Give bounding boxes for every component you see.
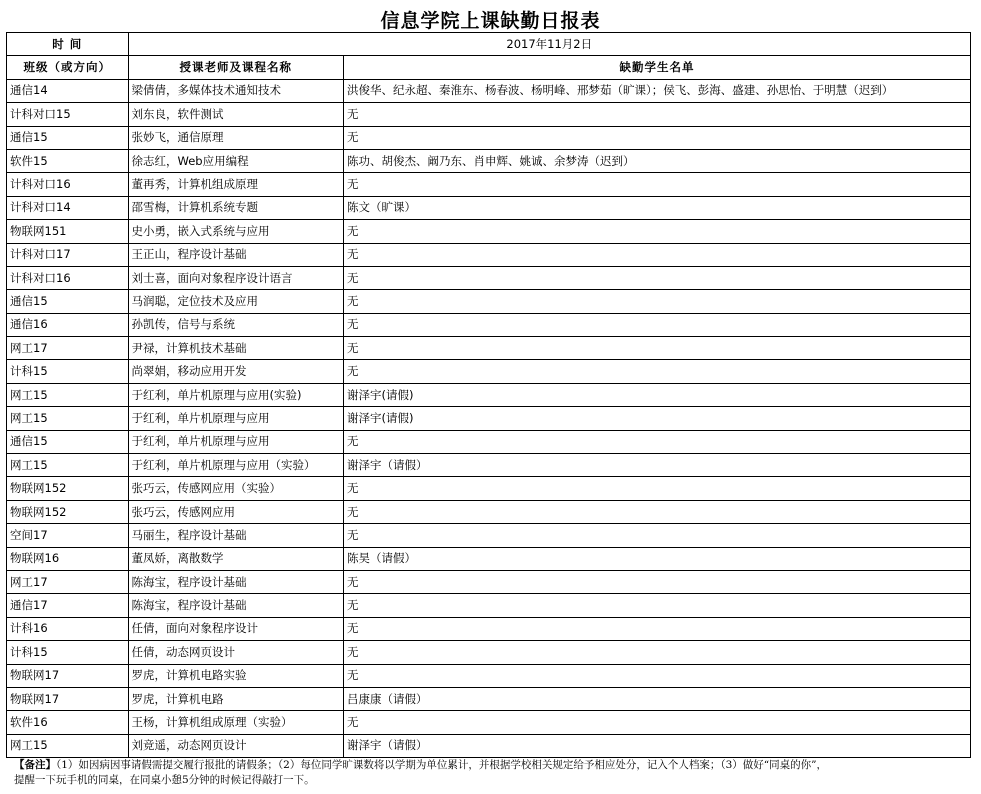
class-cell: 计科对口16 [7,173,129,196]
absent-students-cell: 无 [343,290,970,313]
absent-students-cell: 谢泽宇（请假） [343,454,970,477]
class-cell: 软件16 [7,711,129,734]
remarks-line-1: （1）如因病因事请假需提交履行报批的请假条；（2）每位同学旷课数将以学期为单位累计，并根据学校相关规定给予相应处分，记入个人档案；（3）做好“同桌的你”， [56,759,828,771]
class-cell: 计科对口17 [7,243,129,266]
teacher-course-cell: 陈海宝，程序设计基础 [128,570,343,593]
teacher-course-cell: 于红利，单片机原理与应用 [128,430,343,453]
teacher-course-cell: 张妙飞，通信原理 [128,126,343,149]
absent-students-cell: 陈昊（请假） [343,547,970,570]
report-date: 2017年11月2日 [128,33,970,56]
column-header-class: 班级（或方向） [7,56,129,79]
table-row [7,570,971,593]
class-cell: 软件15 [7,149,129,172]
teacher-course-cell: 尹禄，计算机技术基础 [128,337,343,360]
column-header-teacher-course: 授课老师及课程名称 [128,56,343,79]
teacher-course-cell: 刘东良，软件测试 [128,103,343,126]
absent-students-cell: 无 [343,617,970,640]
teacher-course-cell: 于红利，单片机原理与应用(实验) [128,383,343,406]
teacher-course-cell: 史小勇，嵌入式系统与应用 [128,220,343,243]
table-row [7,266,971,289]
table-row [7,687,971,710]
absent-students-cell: 无 [343,266,970,289]
class-cell: 通信17 [7,594,129,617]
table-row [7,173,971,196]
remarks [14,758,974,788]
absent-students-cell: 无 [343,337,970,360]
absent-students-cell: 无 [343,570,970,593]
teacher-course-cell: 罗虎，计算机电路实验 [128,664,343,687]
teacher-course-cell: 任倩，面向对象程序设计 [128,617,343,640]
teacher-course-cell: 马丽生，程序设计基础 [128,524,343,547]
column-header-row [7,56,971,79]
teacher-course-cell: 董凤娇，离散数学 [128,547,343,570]
teacher-course-cell: 孙凯传，信号与系统 [128,313,343,336]
teacher-course-cell: 董再秀，计算机组成原理 [128,173,343,196]
table-row [7,547,971,570]
class-cell: 物联网152 [7,477,129,500]
class-cell: 网工15 [7,734,129,757]
class-cell: 通信15 [7,430,129,453]
teacher-course-cell: 马润聪，定位技术及应用 [128,290,343,313]
attendance-table [6,32,971,758]
class-cell: 网工15 [7,454,129,477]
teacher-course-cell: 梁倩倩，多媒体技术通知技术 [128,79,343,102]
table-row [7,360,971,383]
table-row [7,243,971,266]
absent-students-cell: 无 [343,430,970,453]
absent-students-cell: 无 [343,500,970,523]
table-row [7,196,971,219]
table-row [7,617,971,640]
table-row [7,126,971,149]
table-row [7,290,971,313]
absent-students-cell: 陈功、胡俊杰、阚乃东、肖申辉、姚诚、余梦涛（迟到） [343,149,970,172]
absent-students-cell: 无 [343,360,970,383]
class-cell: 物联网17 [7,664,129,687]
class-cell: 通信15 [7,126,129,149]
absent-students-cell: 无 [343,594,970,617]
date-row [7,33,971,56]
teacher-course-cell: 罗虎，计算机电路 [128,687,343,710]
class-cell: 物联网152 [7,500,129,523]
table-row [7,79,971,102]
teacher-course-cell: 张巧云，传感网应用 [128,500,343,523]
absent-students-cell: 无 [343,103,970,126]
absent-students-cell: 无 [343,641,970,664]
class-cell: 网工15 [7,407,129,430]
teacher-course-cell: 陈海宝，程序设计基础 [128,594,343,617]
table-row [7,103,971,126]
absent-students-cell: 谢泽宇(请假) [343,407,970,430]
absent-students-cell: 谢泽宇(请假) [343,383,970,406]
absent-students-cell: 吕康康（请假） [343,687,970,710]
time-label: 时 间 [7,33,129,56]
class-cell: 通信14 [7,79,129,102]
table-row [7,734,971,757]
class-cell: 物联网17 [7,687,129,710]
teacher-course-cell: 邵雪梅，计算机系统专题 [128,196,343,219]
remarks-line-2: 提醒一下玩手机的同桌，在同桌小憩5分钟的时候记得敲打一下。 [14,774,315,786]
table-row [7,430,971,453]
class-cell: 通信15 [7,290,129,313]
table-row [7,337,971,360]
class-cell: 空间17 [7,524,129,547]
teacher-course-cell: 刘竞遥，动态网页设计 [128,734,343,757]
absent-students-cell: 无 [343,173,970,196]
absent-students-cell: 谢泽宇（请假） [343,734,970,757]
class-cell: 物联网16 [7,547,129,570]
column-header-absent: 缺勤学生名单 [343,56,970,79]
teacher-course-cell: 尚翠娟，移动应用开发 [128,360,343,383]
class-cell: 计科对口15 [7,103,129,126]
table-row [7,454,971,477]
table-row [7,383,971,406]
table-row [7,477,971,500]
absent-students-cell: 无 [343,524,970,547]
teacher-course-cell: 张巧云，传感网应用（实验） [128,477,343,500]
class-cell: 计科15 [7,641,129,664]
absent-students-cell: 陈文（旷课） [343,196,970,219]
table-row [7,594,971,617]
class-cell: 计科15 [7,360,129,383]
teacher-course-cell: 于红利，单片机原理与应用 [128,407,343,430]
absent-students-cell: 无 [343,243,970,266]
class-cell: 物联网151 [7,220,129,243]
class-cell: 计科对口16 [7,266,129,289]
class-cell: 网工17 [7,570,129,593]
table-row [7,641,971,664]
table-row [7,524,971,547]
teacher-course-cell: 于红利，单片机原理与应用（实验） [128,454,343,477]
remarks-label: 【备注】 [14,759,56,771]
teacher-course-cell: 王杨，计算机组成原理（实验） [128,711,343,734]
absent-students-cell: 无 [343,126,970,149]
teacher-course-cell: 王正山，程序设计基础 [128,243,343,266]
class-cell: 网工15 [7,383,129,406]
absent-students-cell: 洪俊华、纪永超、秦淮东、杨春波、杨明峰、邢梦茹（旷课）；侯飞、彭海、盛建、孙思怡、于明慧（迟到） [343,79,970,102]
absent-students-cell: 无 [343,477,970,500]
teacher-course-cell: 任倩，动态网页设计 [128,641,343,664]
absent-students-cell: 无 [343,220,970,243]
table-row [7,313,971,336]
class-cell: 通信16 [7,313,129,336]
teacher-course-cell: 刘士喜，面向对象程序设计语言 [128,266,343,289]
table-row [7,407,971,430]
class-cell: 网工17 [7,337,129,360]
class-cell: 计科对口14 [7,196,129,219]
report-title: 信息学院上课缺勤日报表 [380,10,601,32]
table-row [7,711,971,734]
table-row [7,664,971,687]
table-row [7,220,971,243]
absent-students-cell: 无 [343,664,970,687]
absent-students-cell: 无 [343,313,970,336]
table-row [7,149,971,172]
table-row [7,500,971,523]
absent-students-cell: 无 [343,711,970,734]
class-cell: 计科16 [7,617,129,640]
teacher-course-cell: 徐志红，Web应用编程 [128,149,343,172]
